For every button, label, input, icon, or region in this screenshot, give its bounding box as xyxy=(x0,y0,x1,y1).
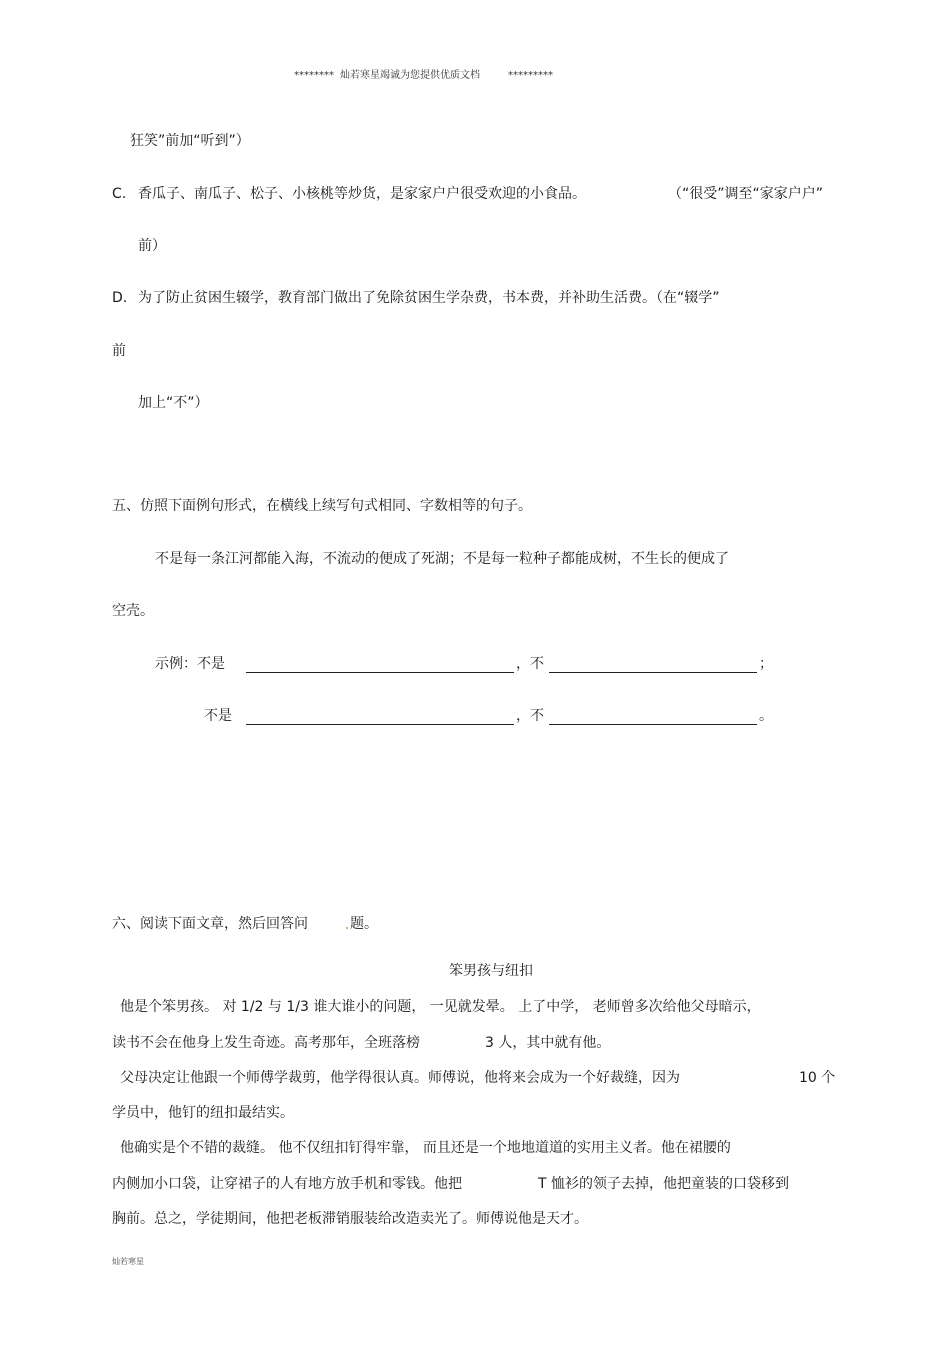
option-d-label: D. xyxy=(112,290,128,306)
row2-end: 。 xyxy=(759,708,773,724)
paragraph-3-line-1: 他确实是个不错的裁缝。 他不仅纽扣钉得牢靠， 而且还是一个地地道道的实用主义者。他在裙腰的 xyxy=(120,1140,731,1156)
row1-blank-2[interactable] xyxy=(549,672,757,673)
section5-example-line2: 空壳。 xyxy=(112,603,154,619)
paragraph-1-line-2b: 3 人，其中就有他。 xyxy=(485,1035,611,1051)
stray-dot xyxy=(346,927,348,929)
article-title: 笨男孩与纽扣 xyxy=(449,963,533,979)
row2-blank-1[interactable] xyxy=(246,724,514,725)
row1-end: ； xyxy=(759,656,773,672)
header-stars-right: ********* xyxy=(508,70,553,81)
paragraph-1-line-2a: 读书不会在他身上发生奇迹。高考那年，全班落榜 xyxy=(112,1035,420,1051)
paragraph-2-line-1b: 10 个 xyxy=(799,1070,836,1086)
paragraph-2-line-1a: 父母决定让他跟一个师傅学裁剪，他学得很认真。师傅说，他将来会成为一个好裁缝，因为 xyxy=(120,1070,680,1086)
paragraph-1-line-1: 他是个笨男孩。 对 1/2 与 1/3 谁大谁小的问题， 一见就发晕。 上了中学， 老师曾多次给他父母暗示， xyxy=(120,999,761,1015)
section5-heading: 五、仿照下面例句形式，在横线上续写句式相同、字数相等的句子。 xyxy=(112,498,532,514)
row1-blank-1[interactable] xyxy=(246,672,514,673)
paragraph-3-line-2a: 内侧加小口袋，让穿裙子的人有地方放手机和零钱。他把 xyxy=(112,1176,462,1192)
paragraph-3-line-2b: T 恤衫的领子去掉，他把童装的口袋移到 xyxy=(538,1176,790,1192)
option-c-label: C. xyxy=(112,186,127,202)
paragraph-2-line-2: 学员中，他钉的纽扣最结实。 xyxy=(112,1105,294,1121)
option-d-cont1: 前 xyxy=(112,343,126,359)
option-d-cont2: 加上“不”） xyxy=(138,395,209,411)
section6-heading-part2: 题。 xyxy=(350,916,378,932)
option-d-text: 为了防止贫困生辍学，教育部门做出了免除贫困生学杂费，书本费，并补助生活费。（在“辍学” xyxy=(138,290,720,306)
option-c-note-cont: 前） xyxy=(138,238,166,254)
option-c-text: 香瓜子、南瓜子、松子、小核桃等炒货，是家家户户很受欢迎的小食品。 xyxy=(138,186,586,202)
row1-label: 示例：不是 xyxy=(155,656,225,672)
paragraph-3-line-3: 胸前。总之，学徒期间，他把老板滞销服装给改造卖光了。师傅说他是天才。 xyxy=(112,1211,588,1227)
row2-blank-2[interactable] xyxy=(549,724,757,725)
header-stars-left: ******** xyxy=(294,70,334,81)
section5-example-line1: 不是每一条江河都能入海，不流动的便成了死湖；不是每一粒种子都能成树，不生长的便成了 xyxy=(155,551,729,567)
row2-label: 不是 xyxy=(204,708,232,724)
option-c-note: （“很受”调至“家家户户” xyxy=(668,186,824,202)
section6-heading-part1: 六、阅读下面文章，然后回答问 xyxy=(112,916,308,932)
option-b-tail: 狂笑”前加“听到”） xyxy=(130,133,250,149)
row1-comma: ，不 xyxy=(516,656,544,672)
footer-text: 灿若寒星 xyxy=(112,1257,144,1266)
header-text: 灿若寒星竭诚为您提供优质文档 xyxy=(340,70,480,81)
row2-comma: ，不 xyxy=(516,708,544,724)
